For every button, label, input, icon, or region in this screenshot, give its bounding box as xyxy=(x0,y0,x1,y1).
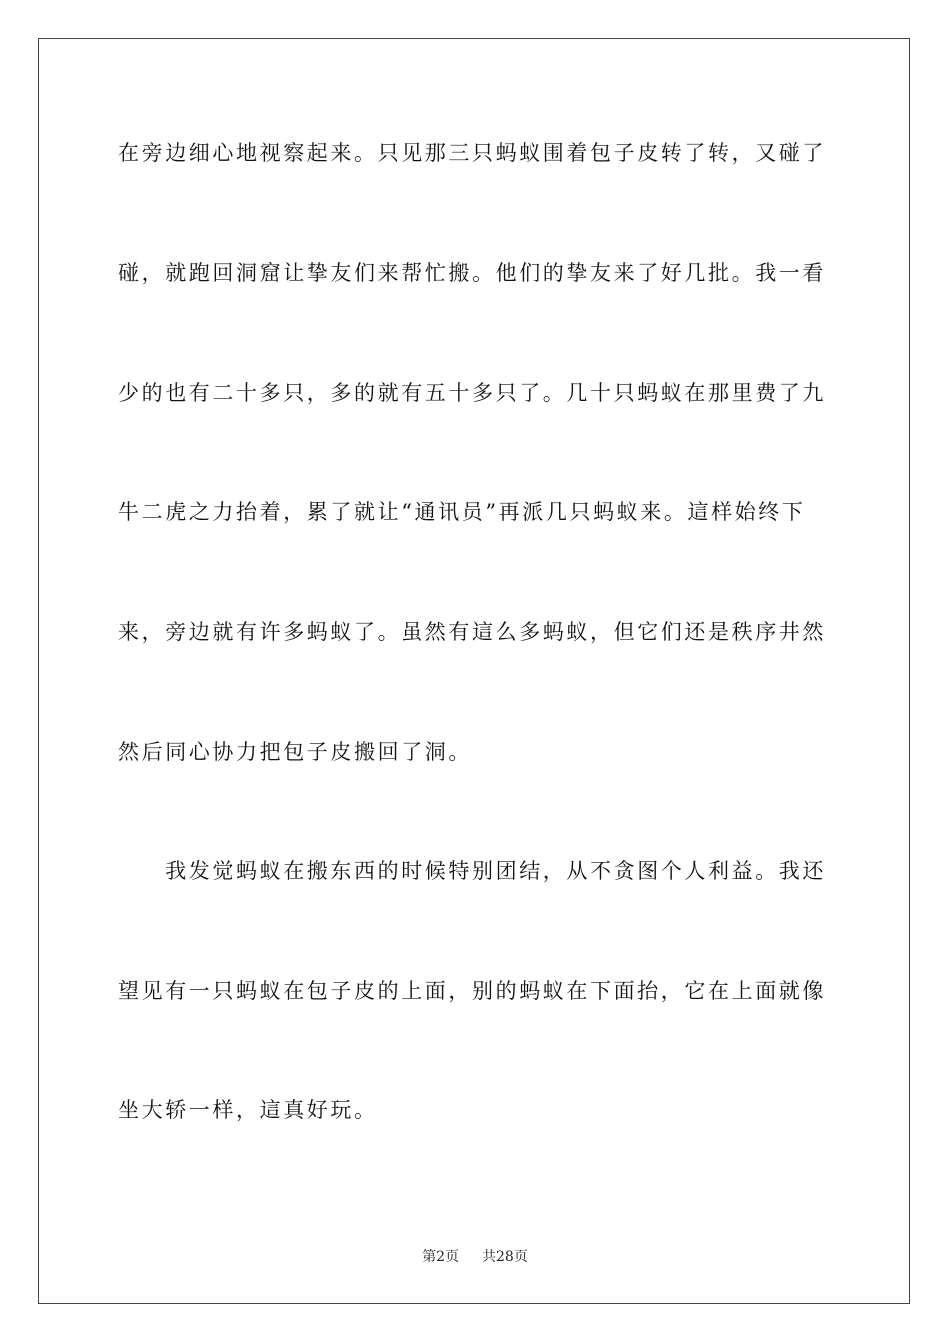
text-line: 然后同心协力把包子皮搬回了洞。 xyxy=(118,740,472,764)
text-line: 望见有一只蚂蚁在包子皮的上面，别的蚂蚁在下面抬，它在上面就像 xyxy=(118,979,826,1003)
page-total: 共28页 xyxy=(482,1249,528,1265)
text-line: 少的也有二十多只，多的就有五十多只了。几十只蚂蚁在那里费了九 xyxy=(118,381,826,405)
text-line: 我发觉蚂蚁在搬东西的时候特别团结，从不贪图个人利益。我还 xyxy=(118,859,826,883)
text-line: 牛二虎之力抬着，累了就让“通讯员”再派几只蚂蚁来。這样始终下 xyxy=(118,500,806,524)
page-number: 第2页 xyxy=(422,1249,460,1265)
text-line: 在旁边细心地视察起来。只见那三只蚂蚁围着包子皮转了转，又碰了 xyxy=(118,141,826,165)
page-footer xyxy=(0,1246,950,1266)
text-line: 来，旁边就有许多蚂蚁了。虽然有這么多蚂蚁，但它们还是秩序井然 xyxy=(118,620,826,644)
text-line: 坐大轿一样，這真好玩。 xyxy=(118,1098,378,1122)
text-line: 碰，就跑回洞窟让挚友们来帮忙搬。他们的挚友来了好几批。我一看 xyxy=(118,261,826,285)
